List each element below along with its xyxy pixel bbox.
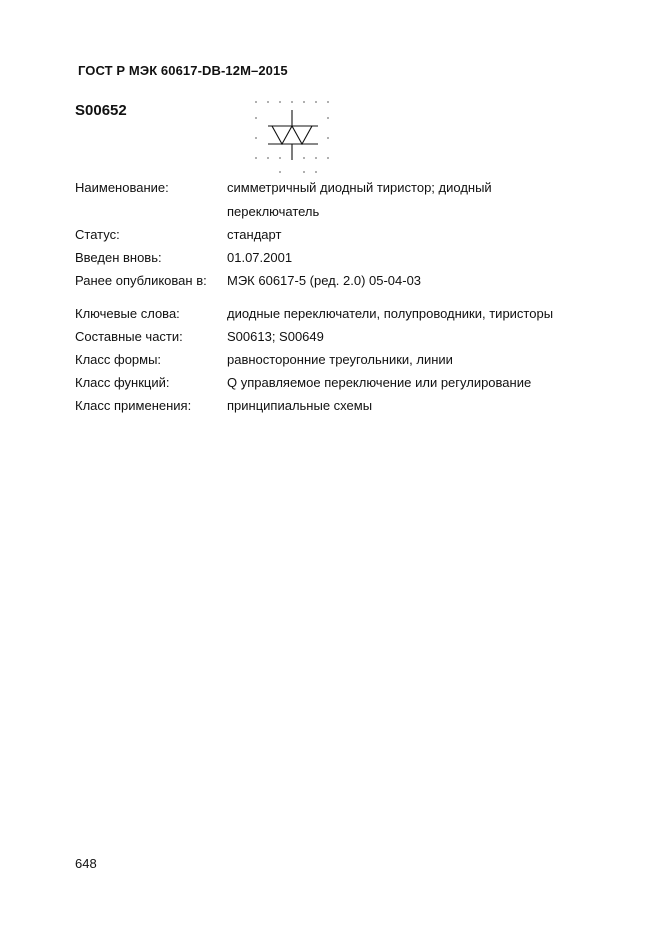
field-value-shape-class: равносторонние треугольники, линии (227, 352, 453, 367)
symmetric-diode-thyristor-symbol-icon (252, 96, 336, 176)
field-value-introduced: 01.07.2001 (227, 250, 293, 265)
symbol-code: S00652 (75, 102, 127, 119)
field-label-keywords: Ключевые слова: (75, 306, 180, 321)
field-label-status: Статус: (75, 227, 120, 242)
field-label-function-class: Класс функций: (75, 375, 170, 390)
field-label-shape-class: Класс формы: (75, 352, 162, 367)
field-label-components: Составные части: (75, 329, 183, 344)
document-header: ГОСТ Р МЭК 60617-DB-12M–2015 (78, 63, 288, 78)
field-value-components: S00613; S00649 (227, 329, 324, 344)
field-label-name: Наименование: (75, 180, 169, 195)
field-value-status: стандарт (227, 227, 282, 242)
field-value-keywords: диодные переключатели, полупроводники, тиристоры (227, 306, 554, 321)
field-value-function-class: Q управляемое переключение или регулирование (227, 375, 532, 390)
field-label-application-class: Класс применения: (75, 398, 192, 413)
field-value-previously-published: МЭК 60617-5 (ред. 2.0) 05-04-03 (227, 273, 422, 288)
field-label-introduced: Введен вновь: (75, 250, 162, 265)
field-label-previously-published: Ранее опубликован в: (75, 273, 207, 288)
field-value-name-cont: переключатель (227, 204, 320, 219)
page-number: 648 (75, 856, 97, 871)
field-value-application-class: принципиальные схемы (227, 398, 373, 413)
field-value-name: симметричный диодный тиристор; диодный (227, 180, 492, 195)
